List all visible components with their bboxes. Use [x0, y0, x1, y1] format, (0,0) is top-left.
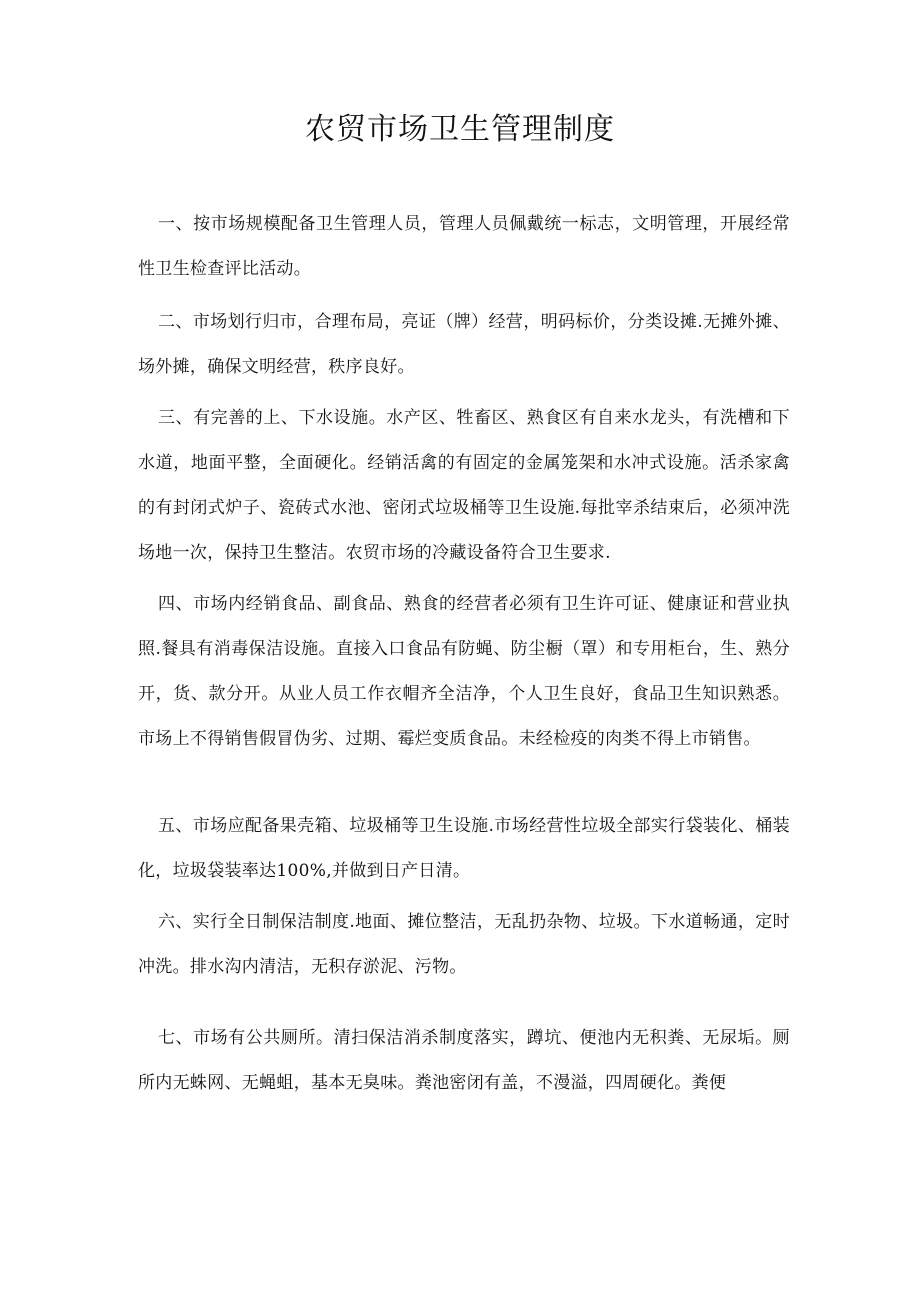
paragraph-5-waste-bins: 五、市场应配备果壳箱、垃圾桶等卫生设施.市场经营性垃圾全部实行袋装化、桶装化，垃圾袋装率达100%,并做到日产日清。 — [138, 816, 790, 881]
paragraph-4-food-vendors: 四、市场内经销食品、副食品、熟食的经营者必须有卫生许可证、健康证和营业执照.餐具有消毒保洁设施。直接入口食品有防蝇、防尘橱（罩）和专用柜台，生、熟分开，货、款分开。从业人员工作衣帽齐全洁净，个人卫生良好，食品卫生知识熟悉。市场上不得销售假冒伪劣、过期、霉烂变质食品。未经检疫的肉类不得上市销售。 — [138, 594, 790, 749]
paragraph-1-staffing: 一、按市场规模配备卫生管理人员，管理人员佩戴统一标志，文明管理，开展经常性卫生检查评比活动。 — [138, 214, 790, 279]
paragraph-2-layout: 二、市场划行归市，合理布局，亮证（牌）经营，明码标价，分类设摊.无摊外摊、场外摊，确保文明经营，秩序良好。 — [138, 312, 790, 377]
document-title: 农贸市场卫生管理制度 — [305, 112, 615, 147]
paragraph-7-toilets: 七、市场有公共厕所。清扫保洁消杀制度落实，蹲坑、便池内无积粪、无尿垢。厕所内无蛛网、无蝇蛆，基本无臭味。粪池密闭有盖，不漫溢，四周硬化。粪便 — [138, 1028, 790, 1093]
paragraph-3-water-facilities: 三、有完善的上、下水设施。水产区、牲畜区、熟食区有自来水龙头，有洗槽和下水道，地面平整，全面硬化。经销活禽的有固定的金属笼架和水冲式设施。活杀家禽的有封闭式炉子、瓷砖式水池、密闭式垃圾桶等卫生设施.每批宰杀结束后，必须冲洗场地一次，保持卫生整洁。农贸市场的冷藏设备符合卫生要求. — [138, 408, 790, 563]
paragraph-6-cleaning: 六、实行全日制保洁制度.地面、摊位整洁，无乱扔杂物、垃圾。下水道畅通，定时冲洗。排水沟内清洁，无积存淤泥、污物。 — [138, 912, 790, 977]
